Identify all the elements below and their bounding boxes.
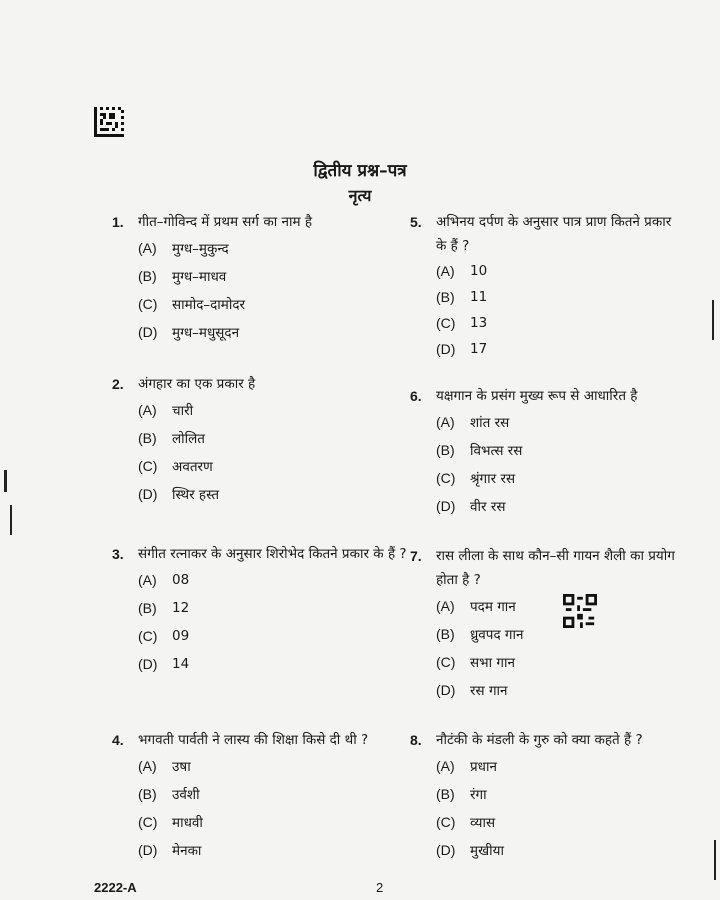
option-text: व्यास	[470, 815, 496, 831]
option-a	[138, 396, 412, 424]
option-b	[436, 620, 680, 648]
option-text: 11	[470, 289, 488, 305]
option-label: (C)	[138, 458, 158, 474]
option-text: चारी	[172, 403, 194, 419]
option-b	[138, 424, 412, 452]
option-label: (B)	[436, 626, 455, 642]
option-text: लोलित	[172, 431, 205, 447]
question-number: 2.	[112, 376, 124, 392]
option-text: ध्रुवपद गान	[470, 627, 524, 643]
scan-edge-mark	[714, 840, 716, 880]
option-text: वीर रस	[470, 499, 506, 515]
option-text: मुग्ध–मुकुन्द	[172, 241, 229, 257]
question-text: भगवती पार्वती ने लास्य की शिक्षा किसे दी थी ?	[138, 732, 369, 748]
option-label: (C)	[436, 315, 456, 331]
scan-edge-mark	[10, 505, 12, 535]
scan-edge-mark	[712, 300, 714, 340]
option-label: (D)	[436, 842, 456, 858]
option-b	[138, 780, 412, 808]
option-label: (A)	[436, 758, 455, 774]
option-label: (D)	[138, 486, 158, 502]
option-d	[138, 836, 412, 864]
option-d	[436, 676, 680, 704]
option-text: मुखीया	[470, 843, 504, 859]
option-text: 13	[470, 315, 488, 331]
option-label: (B)	[138, 268, 157, 284]
option-label: (C)	[436, 470, 456, 486]
question-number: 8.	[410, 732, 422, 748]
option-text: मुग्ध–माधव	[172, 269, 227, 285]
option-c	[436, 464, 680, 492]
question-text: अंगहार का एक प्रकार है	[138, 376, 256, 392]
option-c	[138, 808, 412, 836]
option-label: (A)	[436, 414, 455, 430]
option-a	[436, 408, 680, 436]
paper-code: 2222-A	[94, 880, 137, 895]
option-text: अवतरण	[172, 459, 213, 475]
scan-edge-mark	[4, 470, 7, 492]
question-number: 7.	[410, 548, 422, 564]
option-label: (D)	[138, 656, 158, 672]
question-2	[112, 372, 412, 508]
option-c	[138, 290, 412, 318]
option-b	[138, 262, 412, 290]
question-text: संगीत रत्नाकर के अनुसार शिरोभेद कितने प्रकार के हैं ?	[138, 546, 407, 562]
option-label: (A)	[138, 758, 157, 774]
option-text: माधवी	[172, 815, 203, 831]
question-8	[410, 728, 680, 864]
question-text: अभिनय दर्पण के अनुसार पात्र प्राण कितने प्रकार के हैं ?	[436, 214, 672, 254]
option-text: 10	[470, 263, 488, 279]
option-text: 17	[470, 341, 488, 357]
option-d	[436, 336, 680, 362]
question-5	[410, 210, 680, 362]
qr-code-icon	[562, 594, 598, 628]
option-label: (B)	[436, 786, 455, 802]
option-label: (B)	[138, 430, 157, 446]
option-label: (C)	[138, 628, 158, 644]
option-a	[138, 566, 412, 594]
question-number: 1.	[112, 214, 124, 230]
question-3	[112, 542, 412, 678]
option-d	[138, 480, 412, 508]
question-number: 5.	[410, 214, 422, 230]
option-label: (C)	[436, 814, 456, 830]
question-7	[410, 544, 680, 704]
option-text: मेनका	[172, 843, 202, 859]
question-text: नौटंकी के मंडली के गुरु को क्या कहते हैं ?	[436, 732, 643, 748]
paper-title: द्वितीय प्रश्न–पत्र	[313, 161, 407, 181]
option-text: पदम गान	[470, 599, 516, 615]
option-label: (D)	[436, 682, 456, 698]
option-label: (C)	[436, 654, 456, 670]
question-text: यक्षगान के प्रसंग मुख्य रूप से आधारित है	[436, 388, 638, 404]
option-b	[436, 284, 680, 310]
option-d	[138, 650, 412, 678]
option-a	[436, 752, 680, 780]
option-c	[436, 808, 680, 836]
option-label: (A)	[138, 572, 157, 588]
question-number: 6.	[410, 388, 422, 404]
option-a	[138, 234, 412, 262]
question-6	[410, 384, 680, 520]
question-1	[112, 210, 412, 346]
option-b	[138, 594, 412, 622]
option-text: शांत रस	[470, 415, 510, 431]
option-text: उर्वशी	[172, 787, 200, 803]
option-label: (D)	[138, 324, 158, 340]
option-c	[436, 648, 680, 676]
option-text: श्रृंगार रस	[470, 471, 516, 487]
option-text: 12	[172, 600, 190, 616]
option-label: (D)	[436, 341, 456, 357]
option-c	[436, 310, 680, 336]
option-text: मुग्ध–मधुसूदन	[172, 325, 240, 341]
option-c	[138, 622, 412, 650]
option-a	[436, 258, 680, 284]
option-d	[138, 318, 412, 346]
option-label: (B)	[138, 786, 157, 802]
option-label: (A)	[138, 402, 157, 418]
question-number: 3.	[112, 546, 124, 562]
option-text: 09	[172, 628, 190, 644]
option-text: सभा गान	[470, 655, 515, 671]
option-a	[436, 592, 680, 620]
question-4	[112, 728, 412, 864]
option-text: प्रधान	[470, 759, 497, 775]
option-label: (D)	[138, 842, 158, 858]
option-label: (C)	[138, 296, 158, 312]
option-label: (A)	[436, 263, 455, 279]
option-label: (A)	[436, 598, 455, 614]
option-text: स्थिर हस्त	[172, 487, 220, 503]
option-d	[436, 492, 680, 520]
option-d	[436, 836, 680, 864]
subject-title: नृत्य	[348, 186, 372, 205]
option-text: 08	[172, 572, 190, 588]
option-a	[138, 752, 412, 780]
option-text: रस गान	[470, 683, 508, 699]
question-number: 4.	[112, 732, 124, 748]
option-c	[138, 452, 412, 480]
option-text: उषा	[172, 759, 191, 775]
option-label: (A)	[138, 240, 157, 256]
page-number: 2	[376, 880, 384, 895]
question-text: रास लीला के साथ कौन–सी गायन शैली का प्रयोग होता है ?	[436, 548, 675, 588]
option-label: (C)	[138, 814, 158, 830]
option-label: (B)	[436, 289, 455, 305]
option-label: (D)	[436, 498, 456, 514]
option-text: रंगा	[470, 787, 487, 803]
option-text: सामोद–दामोदर	[172, 297, 246, 313]
question-text: गीत–गोविन्द में प्रथम सर्ग का नाम है	[138, 214, 313, 230]
option-label: (B)	[138, 600, 157, 616]
option-b	[436, 436, 680, 464]
option-text: 14	[172, 656, 190, 672]
option-b	[436, 780, 680, 808]
option-text: विभत्स रस	[470, 443, 523, 459]
datamatrix-code-icon	[94, 106, 124, 138]
option-label: (B)	[436, 442, 455, 458]
